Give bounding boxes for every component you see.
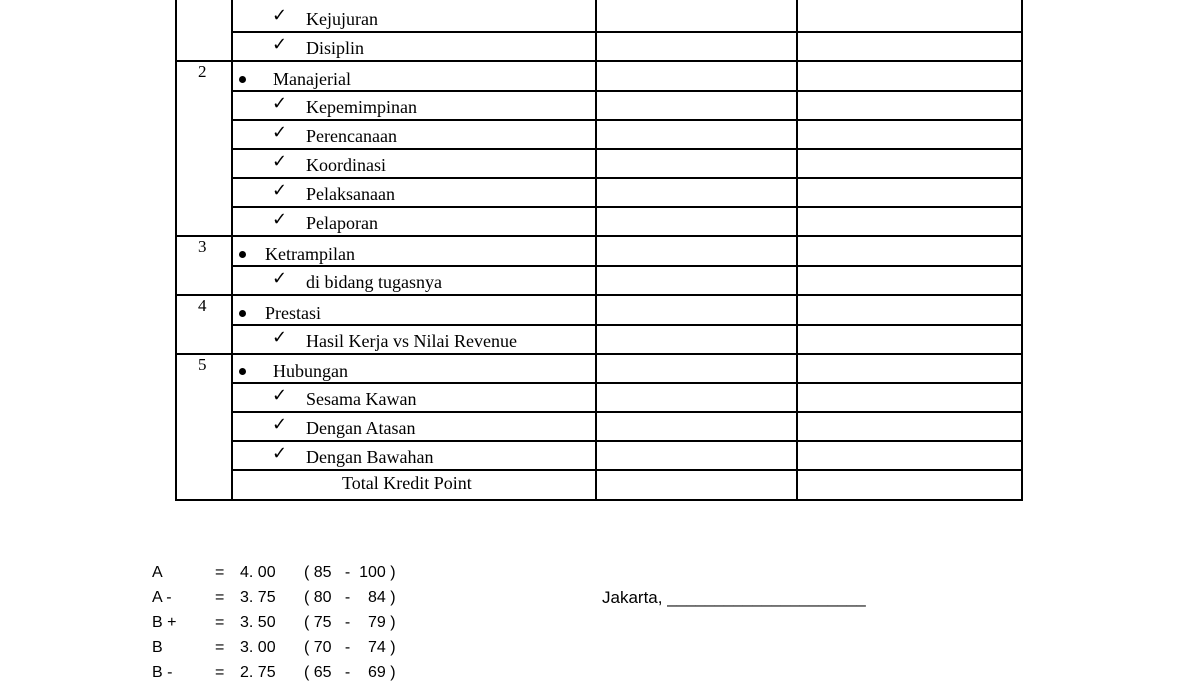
checkmark-icon: ✓	[272, 209, 288, 230]
section-label: Manajerial	[273, 69, 351, 89]
checkmark-icon: ✓	[272, 327, 288, 348]
bullet-icon	[239, 251, 246, 258]
checkmark-icon: ✓	[272, 180, 288, 201]
section-number: 2	[198, 62, 207, 81]
table-row-line	[231, 177, 1023, 179]
checkmark-icon: ✓	[272, 443, 288, 464]
table-divider-number	[231, 0, 233, 500]
checkmark-icon: ✓	[272, 93, 288, 114]
criteria-item-label: Pelaporan	[306, 213, 378, 233]
grade-range: ( 65 - 69 )	[304, 664, 396, 681]
grade-range: ( 75 - 79 )	[304, 614, 396, 631]
checkmark-icon: ✓	[272, 5, 288, 26]
section-number: 5	[198, 355, 207, 374]
criteria-item-label: Kejujuran	[306, 9, 378, 29]
grade-letter: B	[152, 639, 163, 656]
table-row-line	[231, 148, 1023, 150]
grade-letter: A	[152, 564, 163, 581]
grade-equals: =	[215, 614, 225, 631]
checkmark-icon: ✓	[272, 268, 288, 289]
table-border-right	[1021, 0, 1023, 500]
section-label: Prestasi	[265, 303, 321, 323]
section-label: Hubungan	[273, 361, 348, 381]
table-border-left	[175, 0, 177, 500]
checkmark-icon: ✓	[272, 151, 288, 172]
criteria-item-label: Koordinasi	[306, 155, 386, 175]
grade-value: 3. 75	[240, 589, 276, 606]
bullet-icon	[239, 368, 246, 375]
table-row-line-full	[175, 353, 1023, 355]
grade-letter: B -	[152, 664, 173, 681]
grade-range: ( 70 - 74 )	[304, 639, 396, 656]
checkmark-icon: ✓	[272, 34, 288, 55]
table-row-line-full	[175, 294, 1023, 296]
table-row-line	[231, 265, 1023, 267]
table-row-line-full	[175, 60, 1023, 62]
signature-place-date[interactable]: Jakarta, _____________________	[602, 588, 866, 607]
grade-range: ( 80 - 84 )	[304, 589, 396, 606]
table-row-line	[231, 31, 1023, 33]
grade-value: 2. 75	[240, 664, 276, 681]
grade-equals: =	[215, 564, 225, 581]
table-row-line-full	[175, 235, 1023, 237]
criteria-item-label: Pelaksanaan	[306, 184, 395, 204]
grade-value: 3. 00	[240, 639, 276, 656]
total-kredit-label: Total Kredit Point	[342, 473, 472, 493]
criteria-item-label: Kepemimpinan	[306, 97, 417, 117]
checkmark-icon: ✓	[272, 414, 288, 435]
grade-equals: =	[215, 639, 225, 656]
checkmark-icon: ✓	[272, 385, 288, 406]
table-row-line	[231, 119, 1023, 121]
bullet-icon	[239, 76, 246, 83]
table-row-line	[231, 440, 1023, 442]
criteria-item-label: di bidang tugasnya	[306, 272, 442, 292]
table-row-line	[231, 324, 1023, 326]
grade-letter: B +	[152, 614, 177, 631]
bullet-icon	[239, 310, 246, 317]
criteria-item-label: Sesama Kawan	[306, 389, 417, 409]
section-number: 4	[198, 296, 207, 315]
grade-value: 4. 00	[240, 564, 276, 581]
criteria-item-label: Hasil Kerja vs Nilai Revenue	[306, 331, 517, 351]
checkmark-icon: ✓	[272, 122, 288, 143]
criteria-item-label: Dengan Atasan	[306, 418, 416, 438]
table-divider-score-1	[595, 0, 597, 500]
criteria-item-label: Disiplin	[306, 38, 365, 58]
table-row-line	[231, 206, 1023, 208]
section-label: Ketrampilan	[265, 244, 355, 264]
grade-equals: =	[215, 589, 225, 606]
table-row-line-full	[175, 499, 1023, 501]
grade-range: ( 85 - 100 )	[304, 564, 396, 581]
criteria-item-label: Perencanaan	[306, 126, 397, 146]
section-number: 3	[198, 237, 207, 256]
table-row-line	[231, 411, 1023, 413]
table-divider-score-2	[796, 0, 798, 500]
table-row-line	[231, 382, 1023, 384]
grade-value: 3. 50	[240, 614, 276, 631]
grade-letter: A -	[152, 589, 172, 606]
grade-equals: =	[215, 664, 225, 681]
table-row-line	[231, 90, 1023, 92]
table-row-line	[231, 469, 1023, 471]
criteria-item-label: Dengan Bawahan	[306, 447, 434, 467]
